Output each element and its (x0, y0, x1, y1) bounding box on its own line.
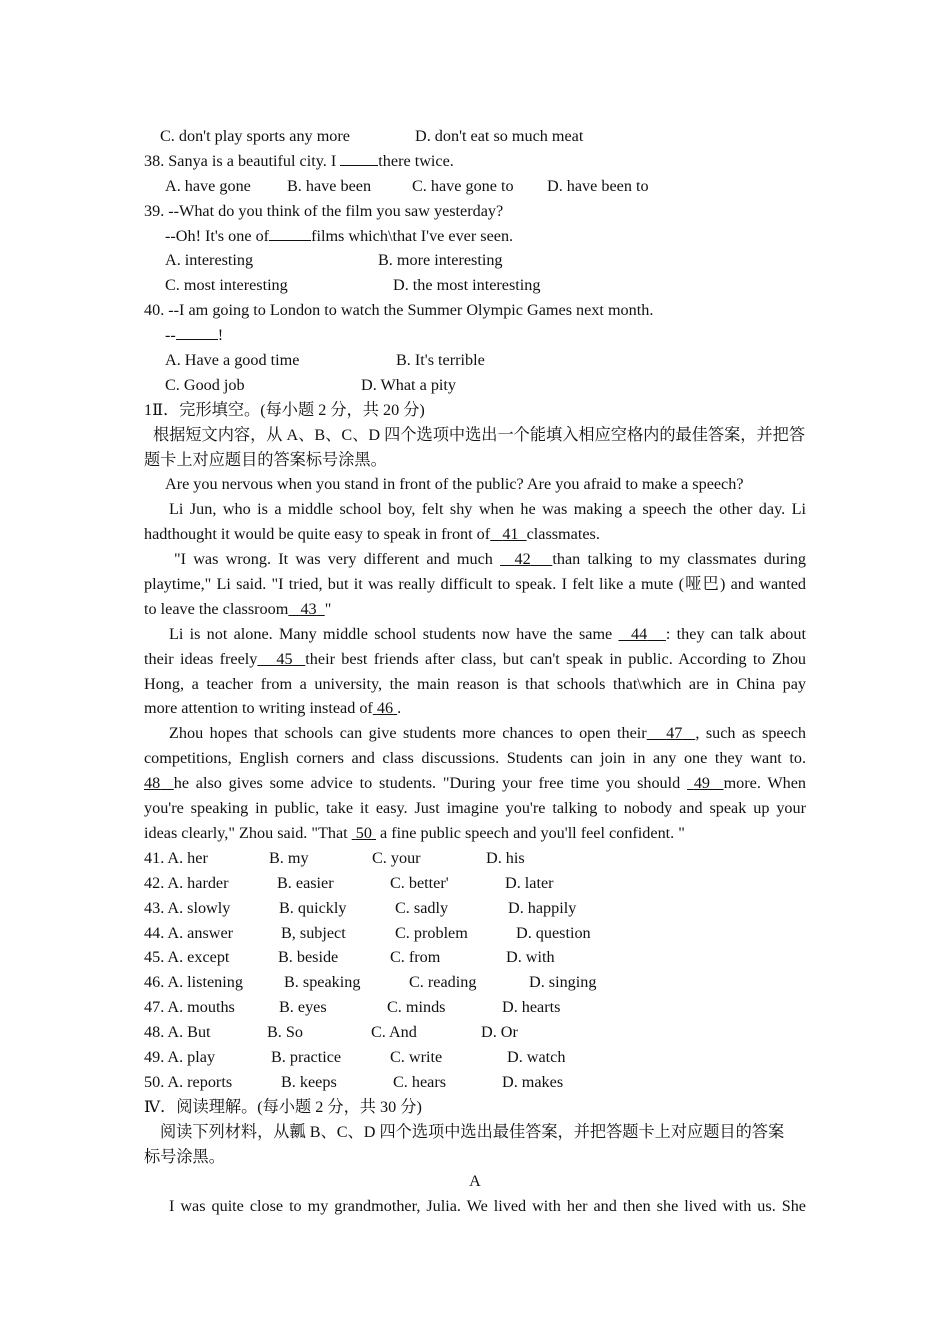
passage-p4-line1 (144, 622, 806, 647)
option-b: B. my (269, 848, 309, 867)
options-43 (144, 896, 806, 921)
option-a: 44. A. answer (144, 923, 234, 942)
section4-heading: Ⅳ．阅读理解。(每小题 2 分，共 30 分) (144, 1097, 422, 1116)
option-b: B. quickly (279, 898, 347, 917)
option-d: D. Or (481, 1023, 518, 1042)
passage-text: : they can talk about (665, 624, 806, 643)
reading-a-text: I was quite close to my grandmother, Julia. We lived with her and then she lived with us. She (169, 1197, 806, 1216)
blank-44-number: 44 (630, 624, 648, 643)
option-c: C. your (372, 848, 421, 867)
q40-options-ab (144, 348, 806, 373)
options-41 (144, 846, 806, 871)
option-d: D. his (486, 848, 525, 867)
passage-text: he also gives some advice to students. "During your free time you should (173, 774, 681, 793)
options-47 (144, 995, 806, 1020)
q37-option-d: D. don't eat so much meat (415, 127, 584, 145)
option-c: C. sadly (395, 898, 449, 917)
passage-p4-line2 (144, 647, 806, 672)
q37-option-c: C. don't play sports any more (160, 127, 350, 145)
option-c: C. minds (387, 998, 446, 1017)
q38-option-b: B. have been (287, 176, 372, 195)
option-b: B. So (267, 1023, 303, 1042)
q40-stem: 40. --I am going to London to watch the Summer Olympic Games next month. (144, 301, 654, 320)
exam-page (144, 124, 806, 1219)
option-a: 48. A. But (144, 1023, 211, 1042)
passage-text: "I was wrong. It was very different and much (174, 550, 493, 569)
option-d: D. later (505, 873, 554, 892)
q40-reply-end: ! (217, 326, 224, 345)
q38-option-a: A. have gone (165, 176, 251, 195)
q40-option-d: D. What a pity (361, 375, 457, 394)
passage-text: more attention to writing instead of (144, 699, 373, 718)
passage-p5-line5 (144, 821, 806, 846)
q40-reply (144, 323, 806, 348)
option-b: B. eyes (279, 998, 327, 1017)
blank-43-number: 43 (300, 599, 317, 618)
q38-option-d: D. have been to (547, 176, 649, 195)
options-50 (144, 1070, 806, 1095)
option-d: D. question (516, 923, 591, 942)
option-a: 46. A. listening (144, 973, 243, 992)
option-a: 41. A. her (144, 848, 208, 867)
passage-p5-line1 (144, 721, 806, 746)
option-b: B. easier (277, 873, 334, 892)
blank-50 (352, 824, 376, 842)
passage-text: than talking to my classmates during (552, 550, 807, 569)
passage-text: more. When (723, 774, 807, 793)
option-a: 45. A. except (144, 948, 230, 967)
q39-option-b: B. more interesting (378, 251, 503, 270)
option-c: C. reading (409, 973, 477, 992)
q39-option-d: D. the most interesting (393, 276, 541, 295)
blank-50-number: 50 (355, 823, 372, 842)
blank-41 (490, 525, 526, 543)
q40-blank (176, 324, 218, 340)
section3-instructions-2: 题卡上对应题目的答案标号涂黑。 (144, 450, 387, 469)
option-d: D. happily (508, 898, 577, 917)
q39-options-ab (144, 248, 806, 273)
q38-options (144, 174, 806, 199)
blank-42 (500, 550, 552, 568)
option-d: D. watch (507, 1047, 566, 1066)
option-d: D. singing (529, 973, 597, 992)
passage-p3-line1 (144, 547, 806, 572)
blank-44 (618, 625, 665, 643)
option-c: C. hears (393, 1072, 447, 1091)
option-d: D. hearts (502, 998, 561, 1017)
option-b: B. keeps (281, 1072, 337, 1091)
q40-options-cd (144, 373, 806, 398)
option-a: 43. A. slowly (144, 898, 231, 917)
q40-option-a: A. Have a good time (165, 351, 300, 370)
passage-text: their ideas freely (144, 649, 258, 668)
q38-stem (144, 149, 806, 174)
passage-p3-line3 (144, 597, 806, 622)
blank-42-number: 42 (514, 550, 531, 569)
q40-option-b: B. It's terrible (396, 351, 485, 370)
option-a: 50. A. reports (144, 1072, 233, 1091)
blank-46-number: 46 (376, 699, 394, 718)
q38-stem-end: there twice. (378, 151, 454, 170)
passage-text: ideas clearly," Zhou said. "That (144, 823, 348, 842)
passage-p4-line4 (144, 696, 806, 721)
section3-heading: 1Ⅱ．完形填空。(每小题 2 分，共 20 分) (144, 400, 425, 419)
q40-reply-text: -- (165, 326, 176, 345)
passage-text: a fine public speech and you'll feel confident. " (380, 823, 685, 842)
q39-reply-end: films which\that I've ever seen. (311, 226, 514, 245)
q37-options-cd (144, 124, 806, 149)
blank-48-number: 48 (144, 774, 161, 793)
option-b: B. practice (271, 1047, 342, 1066)
options-46 (144, 970, 806, 995)
passage-text: , such as speech (695, 724, 807, 743)
passage-text: Li is not alone. Many middle school students now have the same (169, 624, 613, 643)
options-45 (144, 945, 806, 970)
passage-p5-line3 (144, 771, 806, 796)
q39-reply-text: --Oh! It's one of (165, 226, 270, 245)
option-a: 49. A. play (144, 1047, 216, 1066)
options-44 (144, 921, 806, 946)
q38-option-c: C. have gone to (412, 176, 514, 195)
passage-text: to leave the classroom (144, 599, 289, 618)
blank-49 (687, 774, 724, 792)
passage-text: . (397, 699, 402, 718)
q39-option-a: A. interesting (165, 251, 254, 270)
section4-instructions-2: 标号涂黑。 (144, 1147, 225, 1166)
q38-stem-text: 38. Sanya is a beautiful city. I (144, 151, 341, 170)
passage-text: " (324, 599, 332, 618)
option-c: C. better' (390, 873, 449, 892)
q39-option-c: C. most interesting (165, 276, 288, 295)
passage-p5-line4: you're speaking in public, take it easy. Just imagine you're talking to nobody and speak up your (144, 799, 806, 818)
option-c: C. problem (395, 923, 468, 942)
section4-instructions-1: 阅读下列材料，从瓤 B、C、D 四个选项中选出最佳答案，并把答题卡上对应题目的答案 (160, 1122, 785, 1141)
passage-p4-line3: Hong, a teacher from a university, the main reason is that schools that\which are in China pay (144, 674, 806, 693)
blank-41-number: 41 (502, 525, 519, 544)
blank-43 (288, 600, 324, 618)
options-48 (144, 1020, 806, 1045)
q39-reply (144, 224, 806, 249)
passage-p2-line2 (144, 522, 806, 547)
q39-options-cd (144, 273, 806, 298)
options-42 (144, 871, 806, 896)
option-a: 42. A. harder (144, 873, 229, 892)
option-d: D. with (506, 948, 555, 967)
passage-p2-line1: Li Jun, who is a middle school boy, felt shy when he was making a speech the other day. Li (169, 500, 806, 519)
passage-text: hadthought it would be quite easy to speak in front of (144, 525, 491, 544)
option-a: 47. A. mouths (144, 998, 235, 1017)
blank-45 (257, 650, 305, 668)
option-d: D. makes (502, 1072, 564, 1091)
options-49 (144, 1045, 806, 1070)
blank-47-number: 47 (666, 724, 683, 743)
passage-text: their best friends after class, but can't speak in public. According to Zhou (305, 649, 807, 668)
blank-45-number: 45 (276, 649, 293, 668)
passage-text: Zhou hopes that schools can give students more chances to open their (169, 724, 647, 743)
section3-instructions-1: 根据短文内容，从 A、B、C、D 四个选项中选出一个能填入相应空格内的最佳答案，并把答 (153, 425, 806, 444)
q39-stem: 39. --What do you think of the film you saw yesterday? (144, 201, 504, 220)
option-b: B. speaking (284, 973, 361, 992)
passage-p5-line2: competitions, English corners and class discussions. Students can join in any one they want to. (144, 749, 806, 768)
option-c: C. And (371, 1023, 417, 1042)
passage-text: classmates. (526, 525, 600, 544)
passage-p1: Are you nervous when you stand in front of the public? Are you afraid to make a speech? (165, 475, 744, 494)
blank-49-number: 49 (693, 774, 710, 793)
blank-46 (373, 699, 397, 717)
blank-47 (647, 724, 696, 742)
option-b: B. beside (278, 948, 339, 967)
q39-blank (269, 225, 311, 241)
blank-48 (144, 774, 174, 792)
option-c: C. write (390, 1047, 443, 1066)
q38-blank (340, 150, 378, 166)
reading-part-label: A (469, 1172, 481, 1191)
option-b: B, subject (281, 923, 346, 942)
passage-p3-line2: playtime," Li said. "I tried, but it was really difficult to speak. I felt like a mute (哑巴) and wanted (144, 575, 806, 594)
option-c: C. from (390, 948, 441, 967)
q40-option-c: C. Good job (165, 375, 245, 394)
